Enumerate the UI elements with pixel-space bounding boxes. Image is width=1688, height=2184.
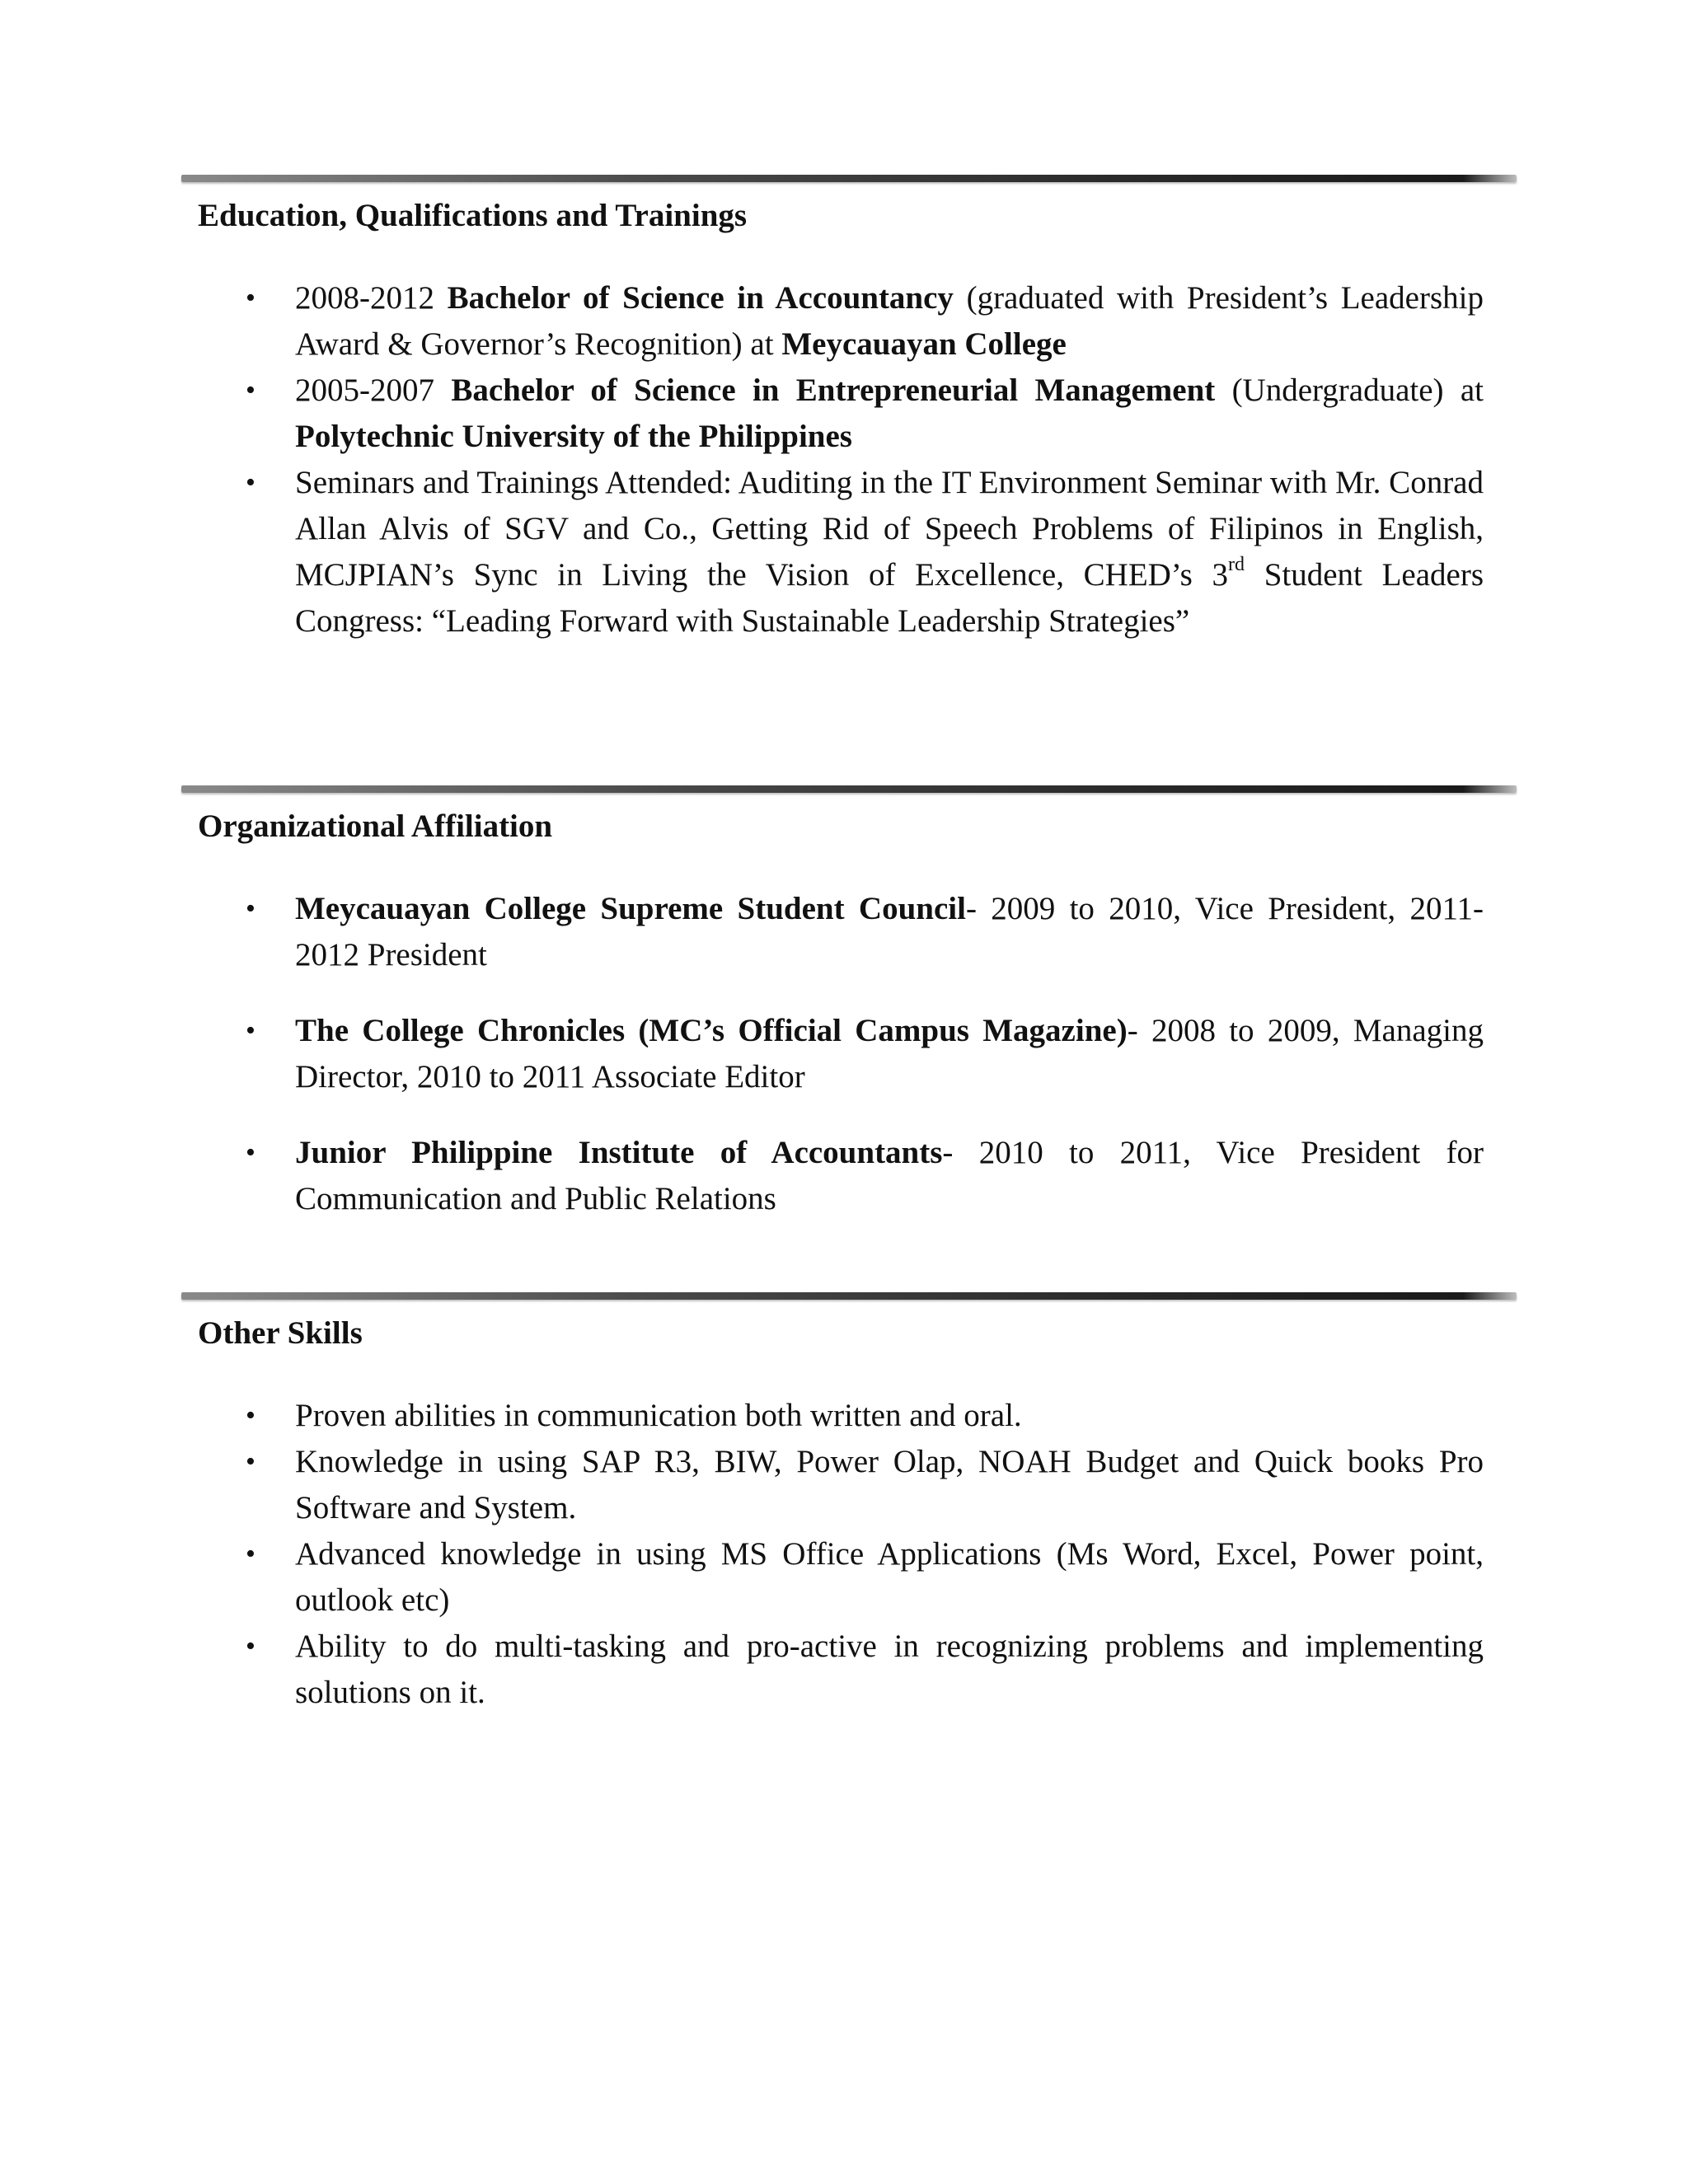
bullet-icon: • — [246, 282, 256, 313]
org-name: Meycauayan College Supreme Student Council — [295, 890, 966, 926]
organizations-section — [181, 785, 1517, 1252]
skill-text: Knowledge in using SAP R3, BIW, Power Olap, NOAH Budget and Quick books Pro Software and System. — [295, 1443, 1484, 1526]
section-heading: Other Skills — [198, 1315, 363, 1351]
list-item — [181, 1130, 1484, 1222]
item-degree: Bachelor of Science in Accountancy — [447, 279, 954, 316]
education-list — [181, 275, 1517, 644]
org-role: - 2010 to 2011, Vice President for Communication and Public Relations — [295, 1134, 1484, 1216]
list-item — [181, 886, 1484, 978]
bullet-icon: • — [246, 1137, 256, 1168]
section-heading: Organizational Affiliation — [198, 808, 553, 844]
organizations-list — [181, 886, 1517, 1222]
item-details: (Undergraduate) at — [1231, 372, 1484, 408]
bullet-icon: • — [246, 1446, 256, 1477]
skill-text: Advanced knowledge in using MS Office Applications (Ms Word, Excel, Power point, outlook etc) — [295, 1535, 1484, 1618]
list-item — [181, 1393, 1484, 1439]
bullet-icon: • — [246, 1630, 256, 1661]
bullet-icon: • — [246, 893, 256, 924]
org-name: The College Chronicles (MC’s Official Campus Magazine) — [295, 1012, 1128, 1048]
org-name: Junior Philippine Institute of Accountants — [295, 1134, 943, 1170]
item-degree: Bachelor of Science in Entrepreneurial Management — [451, 372, 1216, 408]
skill-text: Proven abilities in communication both written and oral. — [295, 1397, 1022, 1433]
section-divider — [181, 785, 1517, 793]
skill-text: Ability to do multi-tasking and pro-active in recognizing problems and implementing solutions on it. — [295, 1628, 1484, 1710]
section-divider — [181, 175, 1517, 182]
ordinal-superscript: rd — [1228, 553, 1245, 575]
org-role: - 2009 to 2010, Vice President, 2011-2012 President — [295, 890, 1484, 972]
education-section — [181, 175, 1517, 644]
item-text: Student Leaders Congress: “Leading Forward with Sustainable Leadership Strategies” — [295, 556, 1484, 639]
section-heading: Education, Qualifications and Trainings — [198, 198, 748, 233]
item-details: (graduated with President’s Leadership Award & Governor’s Recognition) at — [295, 279, 1484, 362]
org-role: - 2008 to 2009, Managing Director, 2010 to 2011 Associate Editor — [295, 1012, 1484, 1094]
skills-section — [181, 1292, 1517, 1716]
item-years: 2008-2012 — [295, 279, 434, 316]
list-item — [181, 1624, 1484, 1716]
list-item — [181, 368, 1484, 460]
item-years: 2005-2007 — [295, 372, 434, 408]
list-item — [181, 1439, 1484, 1531]
item-school: Polytechnic University of the Philippines — [295, 418, 852, 454]
list-item — [181, 1531, 1484, 1624]
bullet-icon: • — [246, 1538, 256, 1569]
list-item — [181, 1008, 1484, 1100]
item-text: Seminars and Trainings Attended: Auditing in the IT Environment Seminar with Mr. Conrad Allan Alvis of SGV and Co., Getting Rid of Speech Problems of Filipinos in English, MCJPIAN’s Sync in Living the Vision of Excellence, CHED’s 3 — [295, 464, 1484, 593]
bullet-icon: • — [246, 1015, 256, 1046]
list-item — [181, 460, 1484, 644]
bullet-icon: • — [246, 466, 256, 498]
item-school: Meycauayan College — [781, 326, 1067, 362]
section-divider — [181, 1292, 1517, 1300]
skills-list — [181, 1393, 1517, 1716]
bullet-icon: • — [246, 1399, 256, 1431]
bullet-icon: • — [246, 374, 256, 405]
list-item — [181, 275, 1484, 368]
